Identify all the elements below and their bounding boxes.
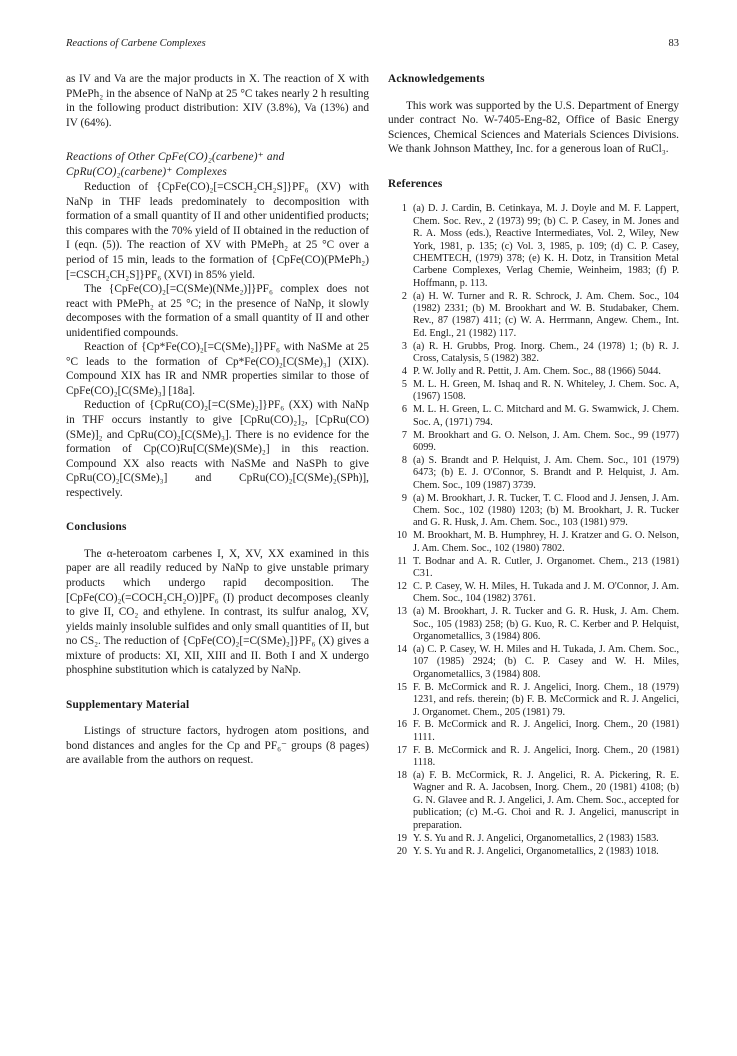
left-column — [66, 72, 369, 768]
reference-text: M. Brookhart and G. O. Nelson, J. Am. Chem. Soc., 99 (1977) 6099. — [413, 429, 679, 453]
reference-item — [388, 291, 679, 341]
reference-item — [388, 833, 679, 845]
page-number: 83 — [668, 38, 679, 49]
body-paragraph: The {CpFe(CO)₂[=C(SMe)(NMe₂)]}PF₆ complex does not react with PMePh₂ at 25 °C; in the presence of NaNp, it slowly decomposes with the formation of a small quantity of II and other unidentified compounds. — [66, 283, 369, 339]
reference-text: M. Brookhart, M. B. Humphrey, H. J. Kratzer and G. O. Nelson, J. Am. Chem. Soc., 102 (1980) 7802. — [413, 530, 679, 554]
reference-number: 5 — [401, 378, 407, 390]
reference-item — [388, 341, 679, 366]
body-paragraph: Reduction of {CpFe(CO)₂[=CSCH₂CH₂S]}PF₆ (XV) with NaNp in THF leads predominately to decomposition with formation of a small quantity of II and other unidentified products; this compares with the 70% yield of II obtained in the reduction of I (eqn. (5)). The reaction of XV with PMePh₂ at 25 °C over a period of 15 min, leads to the formation of {CpFe(CO)(PMePh₂)[=CSCH₂CH₂S]}PF₆ (XVI) in 85% yield. — [66, 181, 369, 281]
reference-item — [388, 682, 679, 719]
reference-number: 17 — [396, 744, 407, 756]
reference-number: 18 — [396, 770, 407, 782]
reference-item — [388, 556, 679, 581]
reference-text: F. B. McCormick and R. J. Angelici, Inorg. Chem., 18 (1979) 1231, and refs. therein; (b) F. B. McCormick and R. J. Angelici, J. Organomet. Chem., 205 (1981) 79. — [413, 681, 679, 718]
reference-text: C. P. Casey, W. H. Miles, H. Tukada and J. M. O'Connor, J. Am. Chem. Soc., 104 (1982) 3761. — [413, 580, 679, 605]
section-heading-conclusions: Conclusions — [66, 521, 127, 534]
running-title: Reactions of Carbene Complexes — [66, 38, 206, 49]
reference-number: 9 — [401, 492, 407, 504]
reference-item — [388, 203, 679, 290]
body-paragraph: Reaction of {Cp*Fe(CO)₂[=C(SMe)₂]}PF₆ with NaSMe at 25 °C leads to the formation of Cp*Fe(CO)₂[C(SMe)₃] (XIX). Compound XIX has IR and NMR properties similar to those of CpFe(CO)₂[C(SMe)₃] [18a]. — [66, 341, 369, 397]
reference-number: 15 — [396, 681, 407, 693]
reference-text: M. L. H. Green, L. C. Mitchard and M. G. Swamwick, J. Chem. Soc. A, (1971) 794. — [413, 404, 679, 428]
body-paragraph: Listings of structure factors, hydrogen atom positions, and bond distances and angles for the Cp and PF₆⁻ groups (8 pages) are available from the authors on request. — [66, 725, 369, 767]
reference-number: 7 — [401, 429, 407, 441]
reference-number: 4 — [401, 366, 407, 378]
reference-text: (a) R. H. Grubbs, Prog. Inorg. Chem., 24 (1978) 1; (b) R. J. Cross, Catalysis, 5 (1982) 382. — [413, 340, 679, 365]
reference-item — [388, 404, 679, 429]
reference-number: 3 — [401, 340, 407, 352]
reference-text: P. W. Jolly and R. Pettit, J. Am. Chem. Soc., 88 (1966) 5044. — [413, 366, 661, 378]
reference-number: 11 — [397, 555, 407, 567]
reference-number: 12 — [396, 580, 407, 592]
reference-item — [388, 530, 679, 555]
reference-number: 8 — [401, 454, 407, 466]
reference-number: 6 — [401, 404, 407, 416]
body-paragraph: This work was supported by the U.S. Department of Energy under contract No. W-7405-Eng-82, Office of Basic Energy Sciences, Chemical Sciences and Materials Sciences Divisions. We thank Johnson Matthey, Inc. for a generous loan of RuCl₃. — [388, 99, 679, 156]
reference-text: (a) M. Brookhart, J. R. Tucker, T. C. Flood and J. Jensen, J. Am. Chem. Soc., 102 (1980) 1203; (b) M. Brookhart, J. R. Tucker and G. R. Husk, J. Am. Chem. Soc., 103 (1981) 979. — [413, 492, 679, 529]
body-paragraph: Reduction of {CpRu(CO)₂[=C(SMe)₂]}PF₆ (XX) with NaNp in THF occurs instantly to give [CpRu(CO)₂]₂, [CpRu(CO)(SMe)]₂ and CpRu(CO)₂[C(SMe)₃]. There is no evidence for the formation of Cp(CO)Ru[C(SMe)(SMe)₂] in this reaction. Compound XX also reacts with NaSMe and NaSPh to give CpRu(CO)₂[C(SMe)₃] and CpRu(CO)₂[C(SMe)₂(SPh)], respectively. — [66, 399, 369, 499]
reference-item — [388, 430, 679, 455]
section-heading-other-complexes: Reactions of Other CpFe(CO)₂(carbene)⁺ and CpRu(CO)₂(carbene)⁺ Complexes — [66, 151, 285, 178]
reference-text: (a) S. Brandt and P. Helquist, J. Am. Chem. Soc., 101 (1979) 6473; (b) E. J. O'Connor, S. Brandt and P. Helquist, J. Am. Chem. Soc., 109 (1987) 3739. — [413, 454, 679, 491]
reference-item — [388, 366, 679, 378]
reference-text: Y. S. Yu and R. J. Angelici, Organometallics, 2 (1983) 1583. — [413, 832, 659, 844]
reference-text: (a) M. Brookhart, J. R. Tucker and G. R. Husk, J. Am. Chem. Soc., 105 (1983) 258; (b) G. Kuo, R. C. Kerber and P. Helquist, Organometallics, 3 (1984) 806. — [413, 606, 679, 643]
reference-text: F. B. McCormick and R. J. Angelici, Inorg. Chem., 20 (1981) 1118. — [413, 744, 679, 769]
reference-item — [388, 455, 679, 492]
section-heading-references: References — [388, 177, 443, 190]
reference-item — [388, 846, 679, 858]
reference-number: 13 — [396, 606, 407, 618]
reference-text: T. Bodnar and A. R. Cutler, J. Organomet. Chem., 213 (1981) C31. — [413, 555, 679, 580]
reference-text: F. B. McCormick and R. J. Angelici, Inorg. Chem., 20 (1981) 1111. — [413, 719, 679, 743]
reference-item — [388, 606, 679, 643]
reference-number: 10 — [396, 530, 407, 542]
reference-item — [388, 581, 679, 606]
reference-item — [388, 719, 679, 744]
reference-text: (a) H. W. Turner and R. R. Schrock, J. Am. Chem. Soc., 104 (1982) 2331; (b) M. Brookhart and W. B. Studabaker, Chem. Rev., 87 (1987) 411; (c) W. A. Herrmann, Angew. Chem., Int. Ed. Engl., 21 (1982) 117. — [413, 290, 679, 339]
reference-number: 14 — [396, 644, 407, 655]
reference-text: (a) F. B. McCormick, R. J. Angelici, R. A. Pickering, R. E. Wagner and R. A. Jacobsen, Inorg. Chem., 20 (1981) 4108; (b) G. N. Glavee and R. J. Angelici, J. Am. Chem. Soc., accepted for publication; (c) M.-G. Choi and R. J. Angelici, manuscript in preparation. — [413, 770, 679, 831]
reference-item — [388, 379, 679, 404]
reference-list — [388, 203, 679, 858]
reference-number: 2 — [401, 290, 407, 302]
reference-item — [388, 644, 679, 681]
intro-paragraph: as IV and Va are the major products in X. The reaction of X with PMePh₂ in the absence of NaNp at 25 °C takes nearly 2 h resulting in the following product distribution: XIV (3.8%), Va (13%) and IV (64%). — [66, 73, 369, 129]
reference-text: M. L. H. Green, M. Ishaq and R. N. Whiteley, J. Chem. Soc. A, (1967) 1508. — [413, 378, 679, 403]
right-column — [388, 72, 679, 858]
reference-number: 1 — [401, 203, 407, 215]
reference-text: (a) C. P. Casey, W. H. Miles and H. Tukada, J. Am. Chem. Soc., 107 (1985) 2924; (b) C. P. Casey and W. H. Miles, Organometallics, 3 (1984) 808. — [413, 644, 679, 680]
reference-text: Y. S. Yu and R. J. Angelici, Organometallics, 2 (1983) 1018. — [413, 845, 659, 857]
section-heading-acknowledgements: Acknowledgements — [388, 73, 485, 85]
body-paragraph: The α-heteroatom carbenes I, X, XV, XX examined in this paper are all readily reduced by NaNp to give unstable primary products which undergo rapid decomposition. The [CpFe(CO)₂(=COCH₂CH₂O)]PF₆ (I) product decomposes cleanly to give II, CO₂ and ethylene. In contrast, its sulfur analog, XV, yields mainly insoluble sulfides and only small quantities of II, but no CS₂. The reduction of {CpFe(CO)₂[=C(SMe)₂]}PF₆ (X) gives a mixture of products: XI, XII, XIII and II. Both I and X undergo phosphine substitution which is catalyzed by NaNp. — [66, 547, 369, 677]
reference-item — [388, 493, 679, 530]
reference-item — [388, 745, 679, 770]
reference-text: (a) D. J. Cardin, B. Cetinkaya, M. J. Doyle and M. F. Lappert, Chem. Soc. Rev., 2 (1973) 99; (b) C. P. Casey, in M. Jones and R. A. Moss (eds.), Reactive Intermediates, Vol. 2, Wiley, New York, 1981, p. 135; (c) Vol. 3, 1985, p. 109; (d) C. P. Casey, CHEMTECH, (1979) 378; (e) K. H. Dotz, in Transition Metal Carbene Complexes, Verlag Chemie, Weinheim, 1983; (f) P. Hoffmann, p. 113. — [413, 203, 679, 289]
reference-number: 19 — [396, 832, 407, 844]
reference-item — [388, 770, 679, 832]
reference-number: 16 — [396, 719, 407, 731]
reference-number: 20 — [396, 845, 407, 857]
section-heading-supplementary: Supplementary Material — [66, 698, 190, 711]
